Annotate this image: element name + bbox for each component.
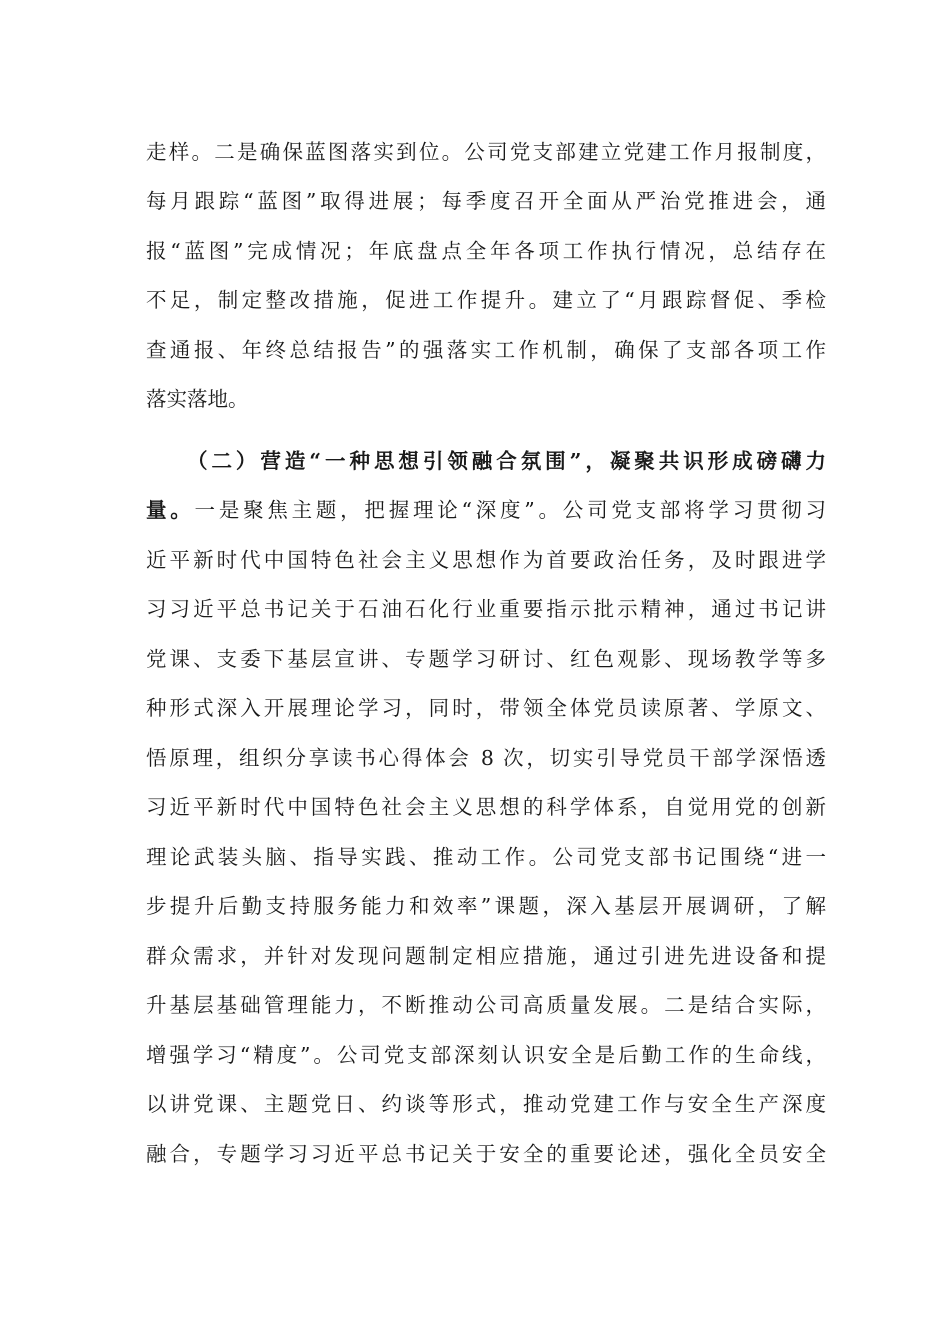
paragraph-2-line-11: 升基层基础管理能力，不断推动公司高质量发展。二是结合实际， bbox=[146, 993, 826, 1017]
paragraph-1-line-2: 每月跟踪“蓝图”取得进展；每季度召开全面从严治党推进会，通 bbox=[146, 189, 826, 213]
section-heading-end: 量。 bbox=[146, 498, 195, 522]
paragraph-2-line-2: 近平新时代中国特色社会主义思想作为首要政治任务，及时跟进学 bbox=[146, 548, 826, 572]
paragraph-1-line-4: 不足，制定整改措施，促进工作提升。建立了“月跟踪督促、季检 bbox=[146, 288, 826, 312]
paragraph-2-line-1-text: 一是聚焦主题，把握理论“深度”。公司党支部将学习贯彻习 bbox=[194, 498, 826, 522]
paragraph-2-line-6: 悟原理，组织分享读书心得体会 8 次，切实引导党员干部学深悟透 bbox=[146, 746, 826, 770]
paragraph-2-line-5: 种形式深入开展理论学习，同时，带领全体党员读原著、学原文、 bbox=[146, 696, 826, 720]
paragraph-2-line-4: 党课、支委下基层宣讲、专题学习研讨、红色观影、现场教学等多 bbox=[146, 647, 826, 671]
paragraph-2-line-8: 理论武装头脑、指导实践、推动工作。公司党支部书记围绕“进一 bbox=[146, 845, 826, 869]
paragraph-1-line-5: 查通报、年终总结报告”的强落实工作机制，确保了支部各项工作 bbox=[146, 338, 826, 362]
paragraph-2-line-12: 增强学习“精度”。公司党支部深刻认识安全是后勤工作的生命线， bbox=[146, 1043, 826, 1067]
section-heading: （二）营造“一种思想引领融合氛围”，凝聚共识形成磅礴力 bbox=[187, 449, 826, 473]
paragraph-2-line-14: 融合，专题学习习近平总书记关于安全的重要论述，强化全员安全 bbox=[146, 1142, 826, 1166]
paragraph-2-line-3: 习习近平总书记关于石油石化行业重要指示批示精神，通过书记讲 bbox=[146, 597, 826, 621]
paragraph-1-line-6: 落实落地。 bbox=[146, 387, 249, 411]
paragraph-2-line-13: 以讲党课、主题党日、约谈等形式，推动党建工作与安全生产深度 bbox=[146, 1092, 826, 1116]
paragraph-2-line-1 bbox=[146, 495, 826, 525]
paragraph-2-line-7: 习近平新时代中国特色社会主义思想的科学体系，自觉用党的创新 bbox=[146, 795, 826, 819]
paragraph-1-line-3: 报“蓝图”完成情况；年底盘点全年各项工作执行情况，总结存在 bbox=[146, 239, 826, 263]
paragraph-1-line-1: 走样。二是确保蓝图落实到位。公司党支部建立党建工作月报制度， bbox=[146, 140, 826, 164]
paragraph-2-line-9: 步提升后勤支持服务能力和效率”课题，深入基层开展调研，了解 bbox=[146, 894, 826, 918]
paragraph-2-line-10: 群众需求，并针对发现问题制定相应措施，通过引进先进设备和提 bbox=[146, 944, 826, 968]
